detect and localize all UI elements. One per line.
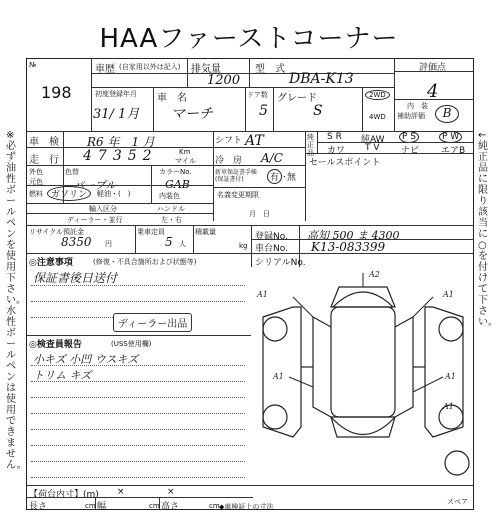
equip-tv: T V [365, 143, 380, 153]
import-options: ディーラー・並行 [67, 216, 123, 224]
diagram-mark-a1-side-right: A1 [445, 372, 456, 381]
car-name-label: 車 名 [157, 93, 187, 104]
model-value: DBA-K13 [289, 71, 354, 87]
orig-color-label: 元色 [29, 178, 43, 186]
capacity-label: 乗車定員 [137, 228, 165, 236]
first-reg-label: 初度登録年月 [95, 90, 137, 98]
first-reg-value: 31/ 1月 [93, 107, 140, 122]
shift-label: シフト [215, 136, 243, 146]
handle-options: 左・右 [161, 216, 182, 224]
spare-label: スペア [447, 498, 468, 506]
notes-subtitle: (修復・不具合箇所および状態等) [93, 258, 197, 266]
equip-aw: 純AW [361, 135, 385, 145]
aircon-label: 冷 房 [215, 156, 243, 166]
color-label: 外色 [29, 168, 43, 176]
score-value: 4 [427, 81, 439, 102]
dealer-button[interactable]: ディーラー出品 [113, 313, 192, 332]
auction-sheet-frame: № 198 車歴 (自家用以外は記入) 排気量 1200 型 式 DBA-K13 評価点 4 初度登録年月 31/ 1月 車 名 マーチ ドア数 5 グレード S 2WD 4WD 内 装 補助評価 B 車 検 R6 年 1 月 シフト AT 純正品 S R 純AW P S P W カワ T V ナビ エアB 走 行 47352 Km マイル 冷 房 A/C セールスポイント 外色 元色 色替 パープル カラーNo. GAB 新車保証書手帳(保証書付) 有 ・ 無 燃料 ガソリン 軽油・( ) 内装色 名義変更期限 月 日 輸入区分 ハンドル ディーラー・並行 左・右 リサイクル預託金 8350 円 乗車定員 5 人 積載量 kg 登録No. 高知 500 ま 4300 車台No. K13-083399 シリアルNo. ◎注意事項 (修復・不具合箇所および状態等) 保証書後日送付 ディーラー出品 ◎検査員報告 (USS使用欄) 小キズ 小凹 ウスキズ トリム キズ A2 A1 A1 A1 A1 A1 【荷台内寸】(m) × × 長さ cm 幅 cm 高さ cm ◆車検証上の寸法 スペア [26, 58, 474, 510]
capacity-unit: 人 [179, 240, 186, 248]
mileage-value: 47352 [83, 148, 158, 164]
equip-airbag: エアB [441, 146, 466, 156]
mileage-unit2: マイル [175, 157, 196, 165]
chassis-label: 車台No. [255, 244, 288, 254]
grade-value: S [313, 103, 323, 119]
mileage-label: 走 行 [29, 155, 59, 166]
lot-label: № [29, 61, 37, 69]
cargo-length-label: 長さ [29, 502, 48, 512]
inspector-line2: トリム キズ [33, 369, 92, 382]
load-label: 積載量 [195, 228, 216, 236]
inspection-value: R6 年 1 月 [87, 135, 155, 149]
recycle-value: 8350 [61, 235, 92, 249]
history-note: (自家用以外は記入) [119, 63, 181, 71]
lot-number: 198 [41, 83, 72, 102]
diagram-mark-a1-left: A1 [257, 290, 268, 299]
equip-side-label: 純正品 [307, 133, 314, 157]
cargo-times-1: × [117, 487, 125, 497]
left-side-note: ※必ず油性ボールペンを使用下さい。水性ボールペンは使用できません。 [6, 130, 27, 471]
warranty-no: 無 [287, 173, 297, 183]
handle-label: ハンドル [157, 205, 185, 213]
interior-color-label: 内装色 [159, 192, 180, 200]
warranty-label: 新車保証書手帳(保証書付) [215, 169, 258, 183]
fuel-label: 燃料 [29, 190, 43, 198]
cargo-width-label: 幅 [97, 502, 107, 512]
history-label: 車歴 [95, 64, 115, 75]
equip-leather: カワ [327, 146, 346, 156]
sheet-title: HAAファーストコーナー [99, 24, 399, 54]
aircon-value: A/C [261, 151, 283, 165]
color-no-value: GAB [165, 178, 190, 191]
cargo-length-unit: cm [85, 502, 96, 510]
grade-label: グレード [277, 93, 317, 104]
supplement-label: 補助評価 [397, 112, 425, 120]
cargo-times-2: × [167, 487, 175, 497]
name-change-unit: 月 日 [249, 210, 270, 218]
color-value: パープル [73, 179, 117, 192]
load-unit: kg [239, 242, 248, 250]
interior-label: 内 装 [407, 102, 428, 110]
cargo-width-unit: cm [149, 502, 160, 510]
car-name-value: マーチ [171, 106, 213, 122]
drive-2wd: 2WD [365, 90, 390, 100]
color-change-label: 色替 [65, 168, 79, 176]
inspector-label: ◎検査員報告 [29, 340, 82, 350]
equip-sr: S R [327, 132, 342, 142]
doors-value: 5 [259, 103, 268, 119]
reg-no-value: 高知 500 ま 4300 [307, 229, 400, 242]
interior-score: B [435, 105, 459, 123]
car-damage-diagram [253, 267, 473, 481]
doors-label: ドア数 [247, 91, 268, 99]
displacement-label: 排気量 [191, 64, 221, 75]
inspector-line1: 小キズ 小凹 ウスキズ [33, 353, 139, 366]
displacement-value: 1200 [207, 73, 241, 88]
shift-value: AT [245, 133, 264, 149]
mileage-unit: Km [179, 148, 191, 156]
diagram-mark-a1-rear: A1 [443, 402, 454, 411]
capacity-value: 5 [165, 235, 173, 249]
diagram-mark-a1-right: A1 [443, 290, 454, 299]
equip-pw: P W [439, 131, 462, 143]
score-label: 評価点 [419, 63, 447, 73]
recycle-label: リサイクル預託金 [29, 228, 85, 236]
notes-label: ◎注意事項 [29, 258, 73, 268]
inspection-label: 車 検 [29, 137, 59, 148]
notes-text: 保証書後日送付 [33, 271, 118, 285]
inspector-subtitle: (USS使用欄) [111, 340, 152, 348]
cargo-label: 【荷台内寸】(m) [29, 490, 99, 500]
diagram-mark-a2: A2 [369, 270, 380, 279]
warranty-yes: 有 [267, 169, 282, 184]
sales-point-label: セールスポイント [309, 158, 381, 168]
model-label: 型 式 [255, 64, 285, 75]
reg-no-label: 登録No. [255, 232, 288, 242]
right-side-note: ←純正品に限り該当に○を付けて下さい。 [478, 130, 498, 328]
name-change-label: 名義変更期限 [217, 191, 259, 199]
fuel-diesel: 軽油・( ) [97, 190, 131, 198]
import-label: 輸入区分 [89, 205, 117, 213]
chassis-value: K13-083399 [311, 240, 386, 254]
equip-ps: P S [399, 131, 419, 143]
cargo-height-unit: cm [209, 502, 220, 510]
cargo-arrow-note: ◆車検証上の寸法 [219, 503, 274, 511]
color-no-label: カラーNo. [159, 168, 192, 176]
fuel-gasoline: ガソリン [47, 186, 91, 201]
diagram-mark-a1-side: A1 [273, 372, 284, 381]
recycle-unit: 円 [105, 240, 112, 248]
cargo-height-label: 高さ [161, 502, 180, 512]
equip-navi: ナビ [401, 146, 420, 156]
drive-4wd: 4WD [369, 113, 386, 121]
serial-label: シリアルNo. [255, 258, 306, 268]
